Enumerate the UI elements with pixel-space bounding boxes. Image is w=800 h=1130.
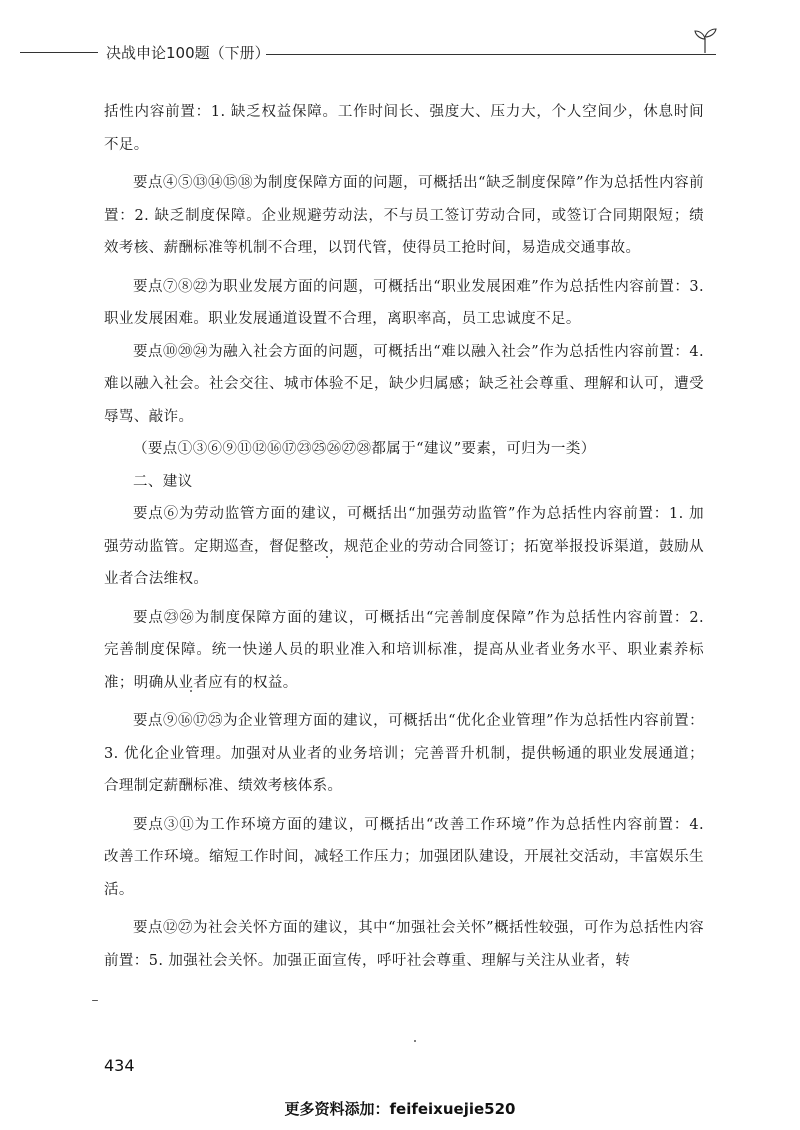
scan-speck [92,1000,98,1001]
scan-speck [414,1040,416,1042]
paragraph-suggestion-care: 要点⑫㉗为社会关怀方面的建议，其中“加强社会关怀”概括性较强，可作为总括性内容前置：5. 加强社会关怀。加强正面宣传，呼吁社会尊重、理解与关注从业者，转 [104,920,704,969]
paragraph-suggestion-management: 要点⑨⑯⑰㉕为企业管理方面的建议，可概括出“优化企业管理”作为总括性内容前置：3. 优化企业管理。加强对从业者的业务培训；完善晋升机制，提供畅通的职业发展通道；合理制定薪酬标准、绩效考核体系。 [104,713,704,794]
page-body [104,96,704,977]
paragraph-suggestion-group-note: （要点①③⑥⑨⑪⑫⑯⑰㉓㉕㉖㉗㉘都属于“建议”要素，可归为一类） [133,441,596,457]
paragraph-suggestion-system: 要点㉓㉖为制度保障方面的建议，可概括出“完善制度保障”作为总括性内容前置：2. 完善制度保障。统一快递人员的职业准入和培训标准，提高从业者业务水平、职业素养标准；明确从业者应有的权益。 [104,609,704,691]
page-number: 434 [104,1056,135,1075]
paragraph-problem-career: 要点⑦⑧㉒为职业发展方面的问题，可概括出“职业发展困难”作为总括性内容前置：3. 职业发展困难。职业发展通道设置不合理，离职率高，员工忠诚度不足。 [104,278,704,327]
header-rule-right [266,54,716,55]
paragraph-continued: 括性内容前置：1. 缺乏权益保障。工作时间长、强度大、压力大，个人空间少，休息时间不足。 [104,104,704,153]
header-rule-left [20,52,98,53]
book-title: 决战申论100题（下册） [106,44,270,62]
paragraph-problem-integration: 要点⑩⑳㉔为融入社会方面的问题，可概括出“难以融入社会”作为总括性内容前置：4. 难以融入社会。社会交往、城市体验不足，缺少归属感；缺乏社会尊重、理解和认可，遭受辱骂、敲诈。 [104,343,704,425]
paragraph-suggestion-supervision: 要点⑥为劳动监管方面的建议，可概括出“加强劳动监管”作为总括性内容前置：1. 加强劳动监管。定期巡查，督促整改，规范企业的劳动合同签订；拓宽举报投诉渠道，鼓励从业者合法维权。 [104,506,704,587]
sprout-icon [692,26,718,54]
paragraph-problem-system: 要点④⑤⑬⑭⑮⑱为制度保障方面的问题，可概括出“缺乏制度保障”作为总括性内容前置：2. 缺乏制度保障。企业规避劳动法，不与员工签订劳动合同，或签订合同期限短；绩效考核、薪酬标准等机制不合理，以罚代管，使得员工抢时间，易造成交通事故。 [104,175,704,256]
scan-speck [326,556,328,558]
running-header [20,40,720,64]
footer-contact-note: 更多资料添加：feifeixuejie520 [284,1100,516,1118]
scan-speck [190,690,192,692]
section-heading-suggestions: 二、建议 [133,473,193,490]
paragraph-suggestion-environment: 要点③⑪为工作环境方面的建议，可概括出“改善工作环境”作为总括性内容前置：4. 改善工作环境。缩短工作时间，减轻工作压力；加强团队建设，开展社交活动，丰富娱乐生活。 [104,816,704,898]
